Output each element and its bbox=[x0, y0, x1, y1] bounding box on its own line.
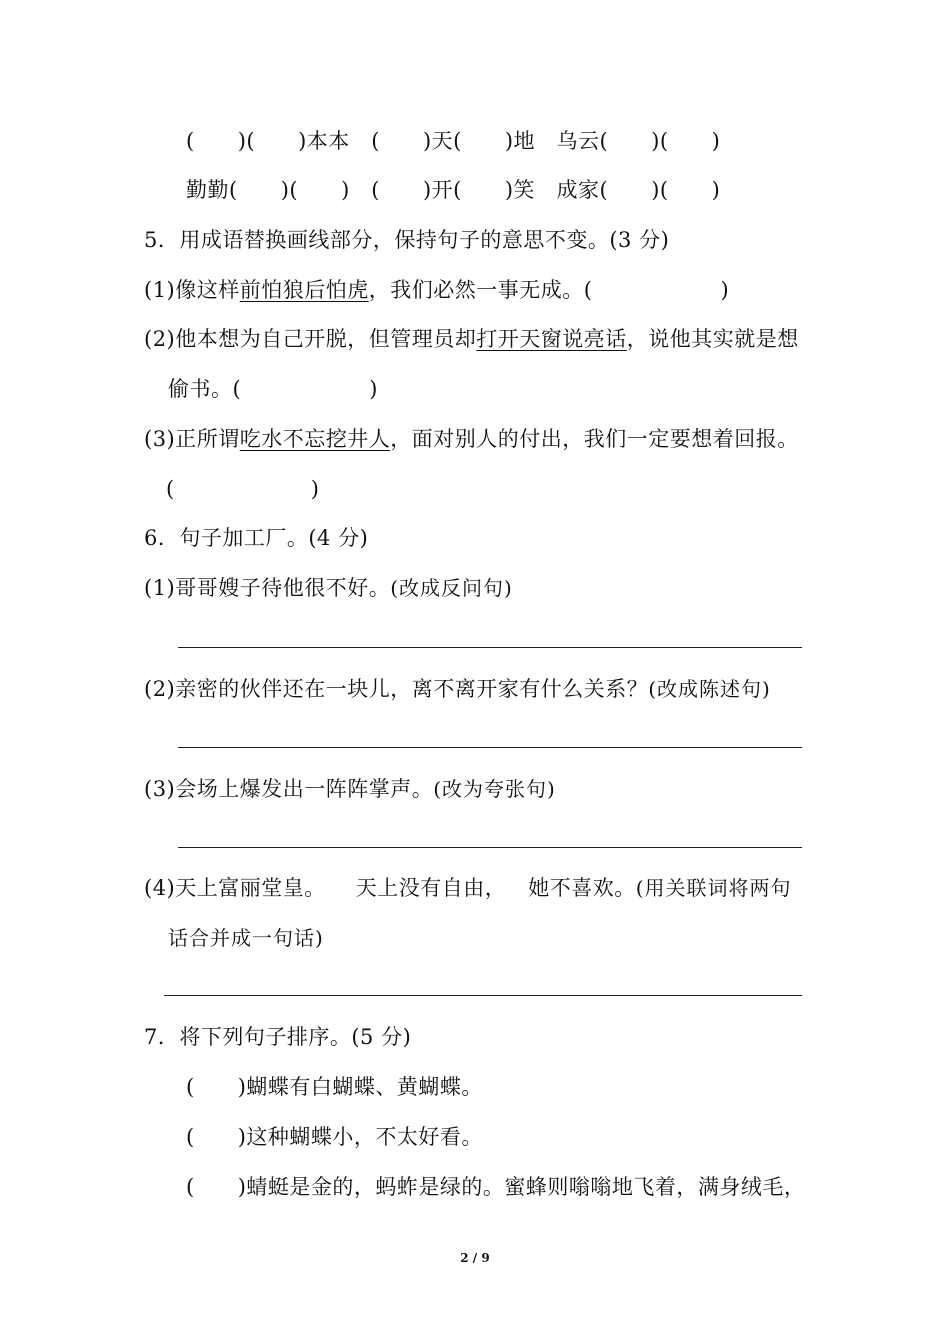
q7-item-3-blank[interactable]: ( ) bbox=[186, 1175, 247, 1199]
q7-item-1 bbox=[186, 1072, 483, 1102]
q7-item-1-blank[interactable]: ( ) bbox=[186, 1075, 247, 1099]
q5-item-1 bbox=[144, 275, 729, 305]
q6-item-4-part1: (4)天上富丽堂皇。 bbox=[144, 876, 326, 900]
q6-item-4-part2: 天上没有自由， bbox=[355, 876, 507, 900]
q5-item-3-close: ) bbox=[310, 477, 320, 501]
q5-item-1-suffix: ，我们必然一事无成。( bbox=[368, 278, 593, 302]
q6-item-1-hint: (改成反问句) bbox=[390, 576, 513, 600]
q5-item-2-line2-text: 偷书。( bbox=[168, 377, 242, 401]
q7-item-1-text: 蝴蝶有白蝴蝶、黄蝴蝶。 bbox=[246, 1075, 483, 1099]
q5-item-2 bbox=[144, 324, 799, 354]
q6-item-4-hint: (用关联词将两句 bbox=[635, 876, 792, 900]
q6-item-3 bbox=[144, 774, 556, 804]
idiom-row-1: ( )( )本本 ( )天( )地 乌云( )( ) bbox=[186, 129, 721, 153]
q5-item-2-prefix: (2)他本想为自己开脱，但管理员却 bbox=[144, 327, 477, 351]
q5-item-3-suffix: ，面对别人的付出，我们一定要想着回报。 bbox=[390, 427, 799, 451]
idiom-row-2: 勤勤( )( ) ( )开( )笑 成家( )( ) bbox=[186, 178, 721, 202]
q6-item-4-part3: 她不喜欢。 bbox=[528, 876, 636, 900]
q5-item-3-underlined: 吃水不忘挖井人 bbox=[239, 427, 391, 451]
q5-item-2-underlined: 打开天窗说亮话 bbox=[476, 327, 627, 351]
q5-item-3-line2-text: ( bbox=[166, 477, 175, 501]
q6-item-2-hint: (改成陈述句) bbox=[648, 677, 771, 701]
q6-item-2-text: (2)亲密的伙伴还在一块儿，离不离开家有什么关系？ bbox=[144, 677, 649, 701]
q6-item-2 bbox=[144, 674, 771, 704]
q7-item-2 bbox=[186, 1122, 483, 1152]
q6-item-3-text: (3)会场上爆发出一阵阵掌声。 bbox=[144, 777, 434, 801]
q5-item-2-line2 bbox=[168, 374, 378, 404]
q5-item-1-close: ) bbox=[720, 278, 730, 302]
q6-item-1-text: (1)哥哥嫂子待他很不好。 bbox=[144, 576, 391, 600]
q6-item-1 bbox=[144, 573, 513, 603]
q6-title: 6．句子加工厂。(4 分) bbox=[144, 526, 369, 550]
q5-item-3-line2 bbox=[166, 474, 319, 504]
q5-item-3 bbox=[144, 424, 799, 454]
q5-item-2-suffix: ，说他其实就是想 bbox=[626, 327, 799, 351]
q5-item-3-prefix: (3)正所谓 bbox=[144, 427, 240, 451]
page-number: 2 / 9 bbox=[460, 1251, 490, 1265]
q7-title: 7．将下列句子排序。(5 分) bbox=[144, 1025, 412, 1049]
q7-item-2-blank[interactable]: ( ) bbox=[186, 1125, 247, 1149]
q7-item-3 bbox=[186, 1172, 805, 1202]
q6-item-4-answer-line[interactable] bbox=[164, 995, 802, 996]
q6-item-4 bbox=[144, 873, 792, 903]
q7-item-2-text: 这种蝴蝶小，不太好看。 bbox=[246, 1125, 483, 1149]
q5-title: 5．用成语替换画线部分，保持句子的意思不变。(3 分) bbox=[144, 228, 670, 252]
q7-item-3-text: 蜻蜓是金的，蚂蚱是绿的。蜜蜂则嗡嗡地飞着，满身绒毛， bbox=[246, 1175, 806, 1199]
q5-item-1-prefix: (1)像这样 bbox=[144, 278, 240, 302]
q6-item-3-hint: (改为夸张句) bbox=[433, 777, 556, 801]
q5-item-2-close: ) bbox=[369, 377, 378, 401]
q6-item-2-answer-line[interactable] bbox=[178, 747, 802, 748]
q6-item-1-answer-line[interactable] bbox=[178, 647, 802, 648]
q6-item-3-answer-line[interactable] bbox=[178, 847, 802, 848]
q5-item-1-underlined: 前怕狼后怕虎 bbox=[239, 278, 369, 302]
q6-item-4-hint-line2: 话合并成一句话) bbox=[168, 926, 324, 950]
